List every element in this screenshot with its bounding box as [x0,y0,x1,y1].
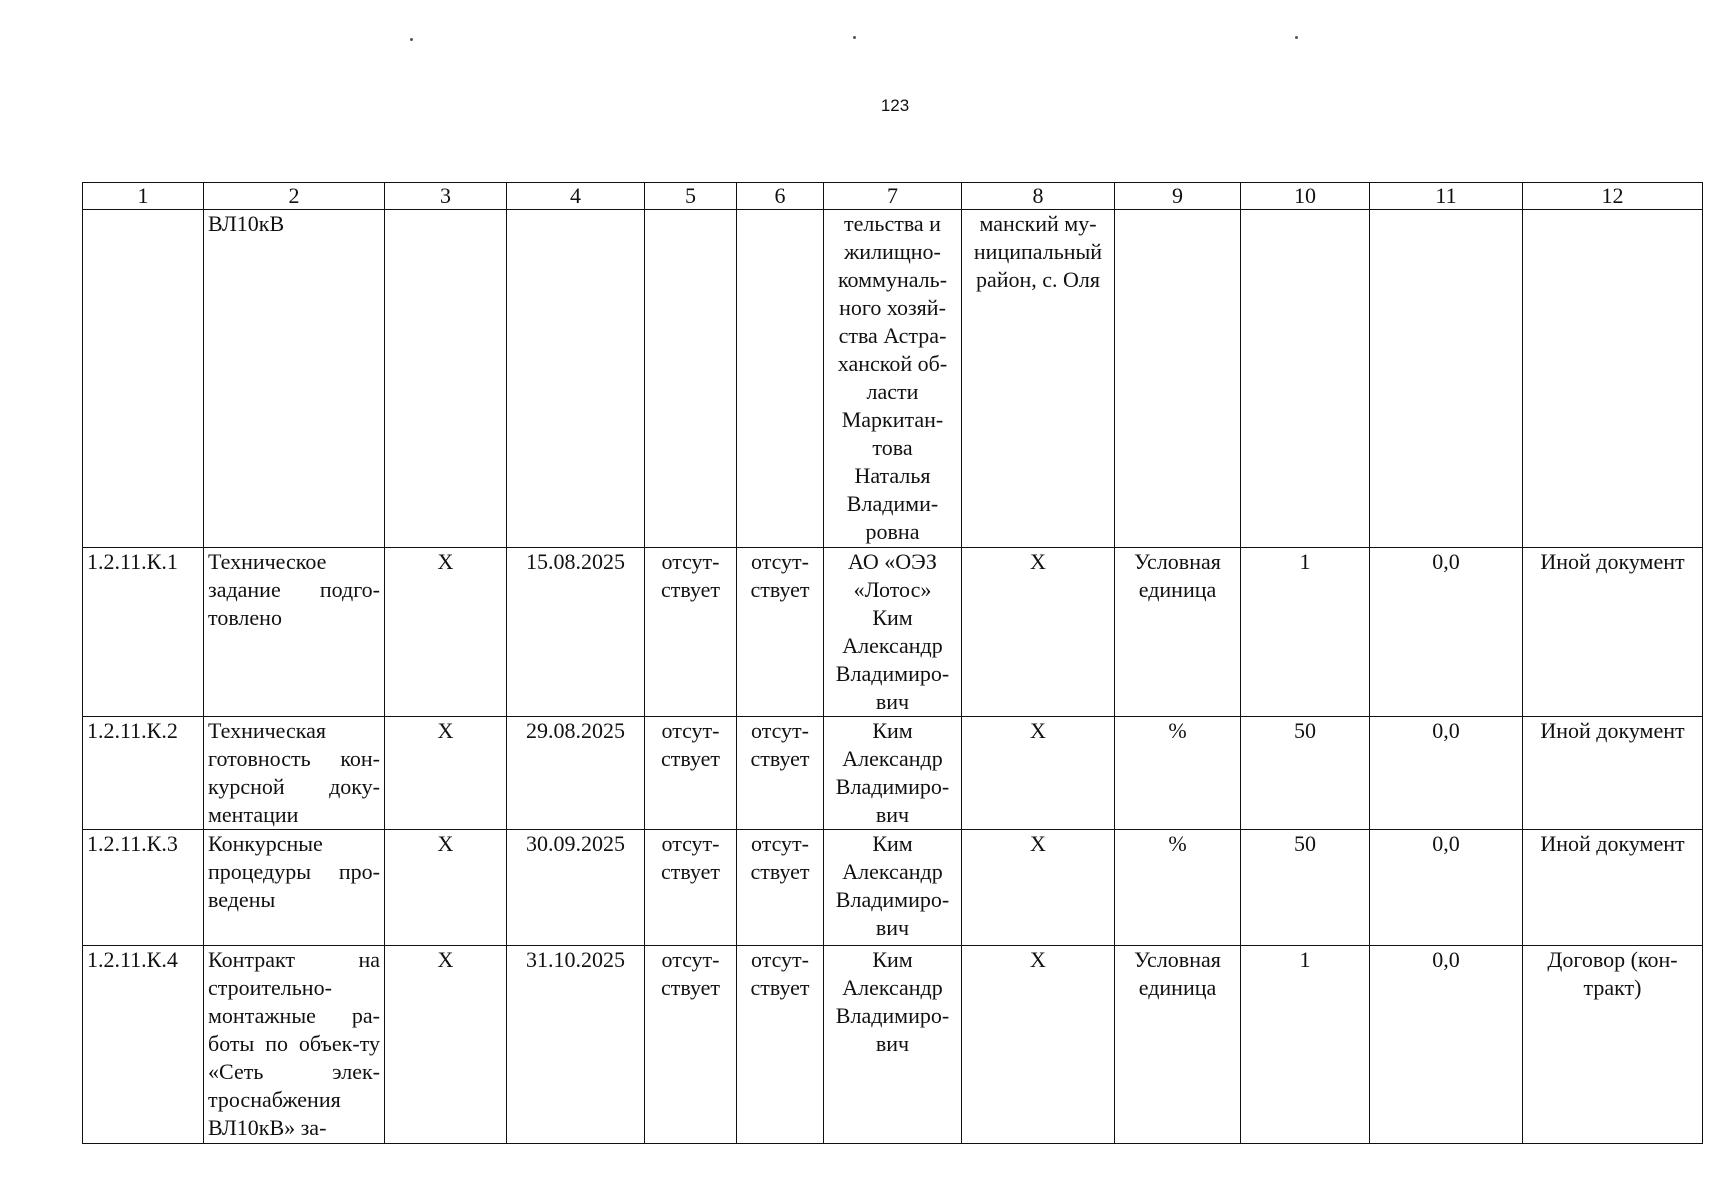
row-col5: отсут- ствует [645,830,737,946]
row-unit: Условная единица [1115,548,1241,717]
row-number: 1.2.11.К.1 [83,548,204,717]
table-row [83,830,1703,946]
row-number: 1.2.11.К.4 [83,946,204,1144]
row-col5: отсут- ствует [645,548,737,717]
row-responsible: тельства и жилищно- коммуналь- ного хозяй- ства Астра- ханской об- ласти Маркитан- това Наталья Владими- ровна [824,210,962,548]
column-header: 3 [385,183,507,210]
row-date: 31.10.2025 [507,946,645,1144]
row-col11 [1370,210,1523,548]
row-responsible: Ким Александр Владимиро- вич [824,946,962,1144]
row-number: 1.2.11.К.2 [83,717,204,830]
row-col11: 0,0 [1370,946,1523,1144]
row-responsible: Ким Александр Владимиро- вич [824,717,962,830]
row-col6: отсут- ствует [737,830,824,946]
header-row [83,183,1703,210]
row-value: 1 [1241,946,1370,1144]
row-document: Иной документ [1523,548,1703,717]
row-col6: отсут- ствует [737,717,824,830]
row-col3: Х [385,830,507,946]
activity-table [82,182,1703,1144]
row-col11: 0,0 [1370,830,1523,946]
table-row [83,946,1703,1144]
table-row [83,548,1703,717]
table-row [83,717,1703,830]
column-header: 6 [737,183,824,210]
row-name: Техническое задание подго-товлено [204,548,385,717]
page-number: 123 [880,96,910,115]
row-col11: 0,0 [1370,548,1523,717]
row-responsible: Ким Александр Владимиро- вич [824,830,962,946]
column-header: 9 [1115,183,1241,210]
row-value: 50 [1241,717,1370,830]
row-document: Иной документ [1523,830,1703,946]
column-header: 8 [962,183,1115,210]
row-location: Х [962,946,1115,1144]
row-col6 [737,210,824,548]
row-document [1523,210,1703,548]
row-value: 50 [1241,830,1370,946]
row-responsible: АО «ОЭЗ «Лотос» Ким Александр Владимиро- вич [824,548,962,717]
row-col5: отсут- ствует [645,717,737,830]
column-header: 2 [204,183,385,210]
column-header: 1 [83,183,204,210]
row-col3: Х [385,548,507,717]
row-name: ВЛ10кВ [204,210,385,548]
row-col3 [385,210,507,548]
row-document: Иной документ [1523,717,1703,830]
scan-dot [853,36,856,39]
row-location: манский му- ниципальный район, с. Оля [962,210,1115,548]
row-unit: Условная единица [1115,946,1241,1144]
column-header: 4 [507,183,645,210]
row-unit: % [1115,717,1241,830]
row-col3: Х [385,946,507,1144]
row-name: Техническая готовность кон-курсной доку-ментации [204,717,385,830]
row-date: 30.09.2025 [507,830,645,946]
row-name: Конкурсные процедуры про-ведены [204,830,385,946]
row-location: Х [962,830,1115,946]
scan-dot [1295,36,1298,39]
row-value [1241,210,1370,548]
column-header: 7 [824,183,962,210]
row-unit [1115,210,1241,548]
scan-dot [410,38,413,41]
row-col6: отсут- ствует [737,946,824,1144]
column-header: 11 [1370,183,1523,210]
column-header: 5 [645,183,737,210]
row-date [507,210,645,548]
row-date: 29.08.2025 [507,717,645,830]
row-col5 [645,210,737,548]
column-header: 12 [1523,183,1703,210]
row-location: Х [962,548,1115,717]
row-name: Контракт на строительно-монтажные ра-боты по объек-ту «Сеть элек-троснабжения ВЛ10кВ» за- [204,946,385,1144]
row-location: Х [962,717,1115,830]
row-col11: 0,0 [1370,717,1523,830]
row-unit: % [1115,830,1241,946]
row-value: 1 [1241,548,1370,717]
column-header: 10 [1241,183,1370,210]
row-col5: отсут- ствует [645,946,737,1144]
row-number: 1.2.11.К.3 [83,830,204,946]
row-col6: отсут- ствует [737,548,824,717]
row-date: 15.08.2025 [507,548,645,717]
row-document: Договор (кон- тракт) [1523,946,1703,1144]
row-col3: Х [385,717,507,830]
table-row [83,210,1703,548]
row-number [83,210,204,548]
